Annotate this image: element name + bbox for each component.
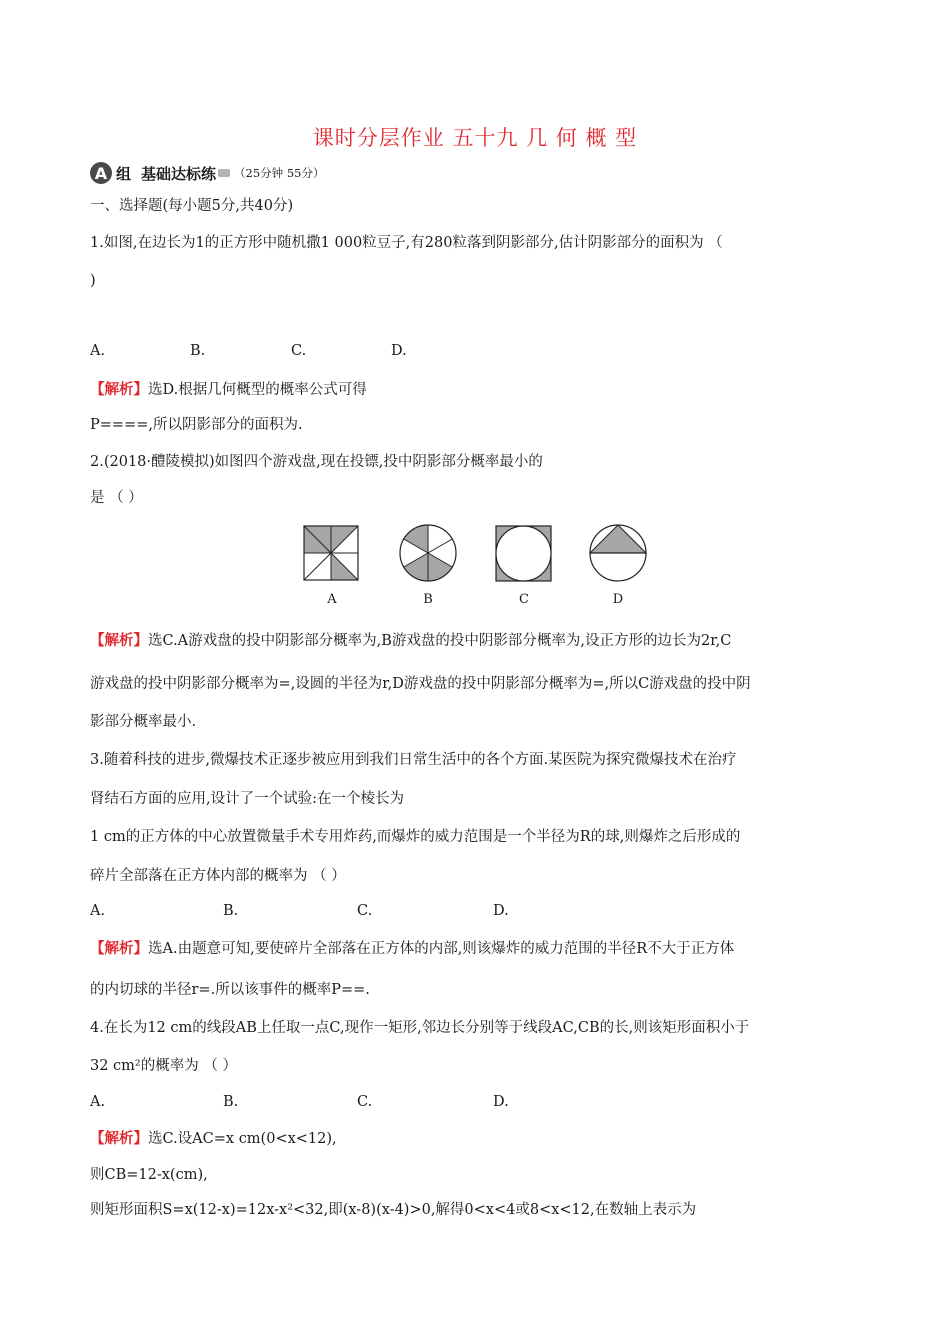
board-b-shade-3: [428, 553, 452, 581]
q3-text-2: 肾结石方面的应用,设计了一个试验:在一个棱长为: [90, 791, 404, 807]
q4-analysis-text-1: 选C.设AC=x cm(0<x<12),: [148, 1131, 337, 1147]
section-heading: 一、选择题(每小题5分,共40分): [90, 198, 294, 214]
q4-choice-b: B.: [223, 1094, 239, 1110]
q2-analysis-1: [90, 631, 731, 651]
board-c-label: C: [519, 592, 529, 607]
q4-choice-c: C.: [357, 1094, 373, 1110]
q1-choice-c: C.: [291, 343, 307, 359]
q1-analysis-2: P====,所以阴影部分的面积为.: [90, 417, 303, 433]
q1-analysis-text-1: 选D.根据几何概型的概率公式可得: [148, 382, 367, 398]
q3-analysis-text-1: 选A.由题意可知,要使碎片全部落在正方体的内部,则该爆炸的威力范围的半径R不大于正方体: [148, 941, 735, 957]
q4-analysis-3: 则矩形面积S=x(12-x)=12x-x²<32,即(x-8)(x-4)>0,解得0<x<4或8<x<12,在数轴上表示为: [90, 1202, 697, 1218]
q3-text-4: 碎片全部落在正方体内部的概率为 （ ）: [90, 868, 346, 884]
group-header: [90, 160, 324, 186]
board-b-label: B: [423, 592, 433, 607]
q2-text: 2.(2018·醴陵模拟)如图四个游戏盘,现在投镖,投中阴影部分概率最小的: [90, 454, 543, 470]
q4-choice-d: D.: [493, 1094, 509, 1110]
q3-choice-a: A.: [90, 903, 106, 919]
analysis-label: 【解析】: [90, 941, 148, 957]
q3-text-3: 1 cm的正方体的中心放置微量手术专用炸药,而爆炸的威力范围是一个半径为R的球,则爆炸之后形成的: [90, 829, 741, 845]
q3-analysis-2: 的内切球的半径r=.所以该事件的概率P==.: [90, 982, 370, 998]
q4-analysis-1: [90, 1129, 337, 1149]
q1-choice-a: A.: [90, 343, 106, 359]
q1-choice-b: B.: [190, 343, 206, 359]
game-board-figure: [298, 522, 658, 612]
q2-analysis-text-1: 选C.A游戏盘的投中阴影部分概率为,B游戏盘的投中阴影部分概率为,设正方形的边长为2r,C: [148, 633, 732, 649]
swoosh-icon: [218, 169, 230, 177]
q1-text-cont: ): [90, 273, 96, 289]
group-title: 基础达标练: [141, 164, 217, 183]
board-d: [590, 525, 646, 581]
board-b-shade-2: [404, 553, 428, 581]
q3-choice-d: D.: [493, 903, 509, 919]
q4-text-1: 4.在长为12 cm的线段AB上任取一点C,现作一矩形,邻边长分别等于线段AC,CB的长,则该矩形面积小于: [90, 1020, 750, 1036]
q3-analysis-1: [90, 939, 734, 959]
analysis-label: 【解析】: [90, 1131, 148, 1147]
q1-choice-d: D.: [391, 343, 407, 359]
q1-analysis-1: [90, 380, 367, 400]
analysis-label: 【解析】: [90, 382, 148, 398]
analysis-label: 【解析】: [90, 633, 148, 649]
q4-choice-a: A.: [90, 1094, 106, 1110]
q4-analysis-2: 则CB=12-x(cm),: [90, 1167, 208, 1183]
q3-choice-b: B.: [223, 903, 239, 919]
q3-choice-c: C.: [357, 903, 373, 919]
q2-text-cont: 是 （ ）: [90, 490, 143, 506]
game-board-svg: [298, 522, 658, 592]
board-b-shade-1: [404, 525, 428, 553]
q1-text: 1.如图,在边长为1的正方形中随机撒1 000粒豆子,有280粒落到阴影部分,估计阴影部分的面积为 （: [90, 235, 723, 251]
board-a: [304, 526, 358, 580]
group-badge: A: [90, 162, 112, 184]
group-label: 组: [116, 164, 132, 183]
group-time: （25分钟 55分）: [234, 166, 325, 180]
page-title: 课时分层作业 五十九 几 何 概 型: [312, 126, 638, 150]
board-d-label: D: [612, 592, 624, 607]
board-c: [496, 526, 551, 581]
board-b: [400, 525, 456, 581]
board-a-label: A: [327, 592, 337, 607]
q4-text-2: 32 cm²的概率为 （ ）: [90, 1058, 237, 1074]
q2-analysis-2: 游戏盘的投中阴影部分概率为=,设圆的半径为r,D游戏盘的投中阴影部分概率为=,所以C游戏盘的投中阴: [90, 676, 751, 692]
q2-analysis-3: 影部分概率最小.: [90, 714, 197, 730]
q3-text-1: 3.随着科技的进步,微爆技术正逐步被应用到我们日常生活中的各个方面.某医院为探究微爆技术在治疗: [90, 752, 737, 768]
